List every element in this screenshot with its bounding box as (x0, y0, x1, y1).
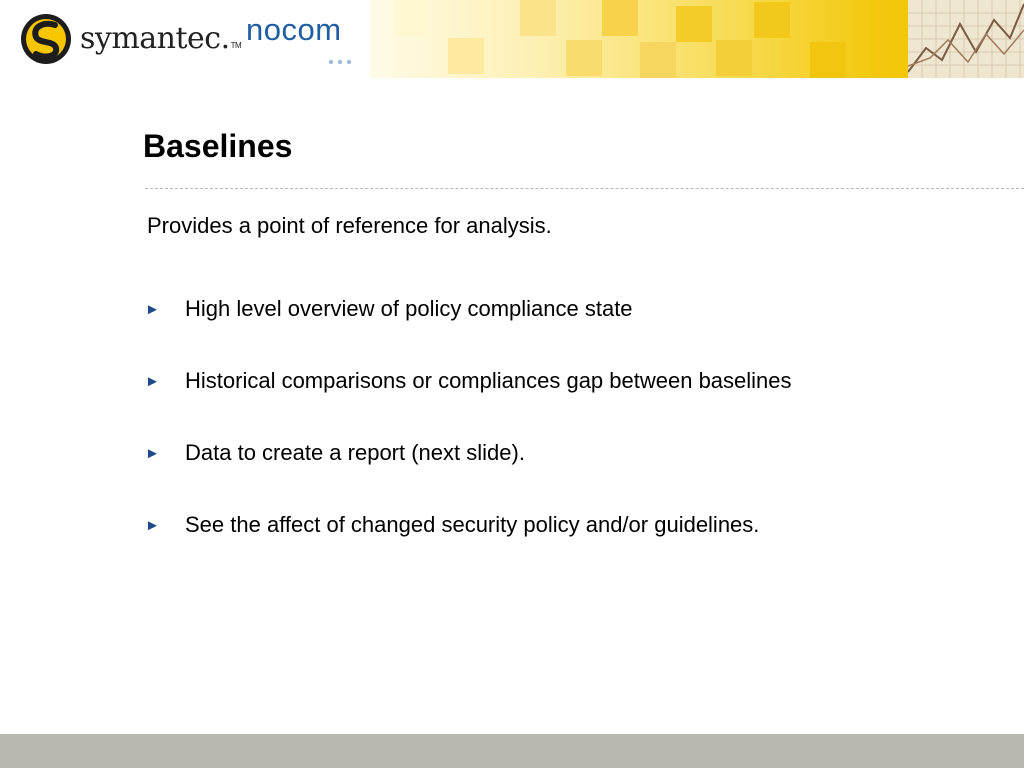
decorative-dot (347, 60, 351, 64)
bullet-text: High level overview of policy compliance state (185, 296, 633, 321)
bullet-text: Historical comparisons or compliances gap between baselines (185, 368, 792, 393)
symantec-logo (20, 13, 242, 65)
triangle-right-bullet-icon: ► (145, 517, 160, 534)
footer-bar (0, 734, 1024, 768)
triangle-right-bullet-icon: ► (145, 301, 160, 318)
bullet-item (145, 365, 1005, 437)
decorative-tile (754, 2, 790, 38)
decorative-tile (676, 6, 712, 42)
bullet-text: See the affect of changed security policy and/or guidelines. (185, 512, 760, 537)
decorative-tile (566, 40, 602, 76)
bullet-item (145, 509, 1005, 581)
decorative-tile (448, 38, 484, 74)
line-chart-sketch-graphic (908, 0, 1024, 78)
decorative-tile (716, 40, 752, 76)
decorative-dot (338, 60, 342, 64)
symantec-yellow-swirl-icon (20, 13, 72, 65)
decorative-tile (520, 0, 556, 36)
nocom-logo (246, 12, 366, 56)
nocom-dots-decoration (329, 51, 356, 69)
decorative-tile (640, 42, 676, 78)
header-banner (0, 0, 1024, 78)
decorative-dot (329, 60, 333, 64)
bullet-text: Data to create a report (next slide). (185, 440, 525, 465)
bullet-item (145, 437, 1005, 509)
symantec-wordmark-text: symantec. (80, 21, 230, 56)
triangle-right-bullet-icon: ► (145, 445, 160, 462)
decorative-tile (810, 42, 846, 78)
bullet-list (145, 293, 1005, 581)
symantec-trademark: TM (230, 41, 242, 50)
bullet-item (145, 293, 1005, 365)
title-divider (145, 188, 1024, 189)
intro-text: Provides a point of reference for analysis. (147, 213, 552, 238)
triangle-right-bullet-icon: ► (145, 373, 160, 390)
decorative-tile (602, 0, 638, 36)
symantec-wordmark (80, 21, 241, 56)
decorative-tile (394, 0, 430, 36)
slide-title: Baselines (143, 128, 293, 164)
nocom-wordmark: nocom (246, 12, 342, 47)
